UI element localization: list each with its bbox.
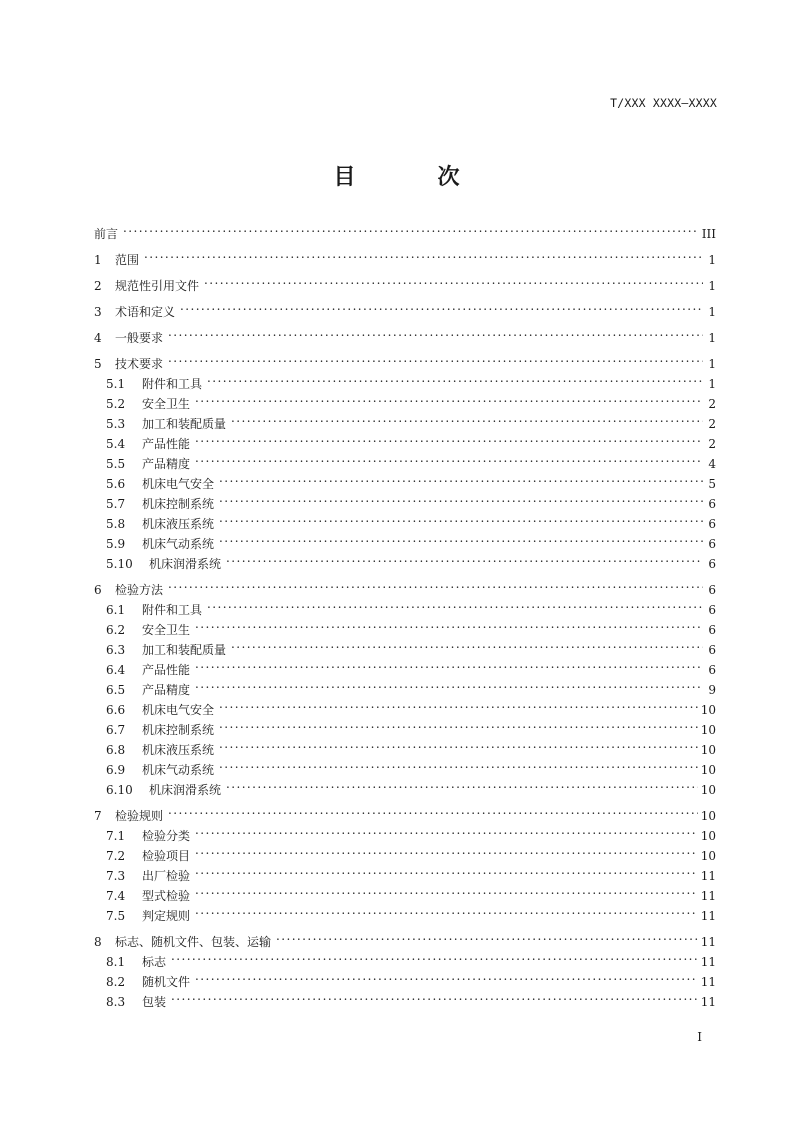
- toc-entry-number: 5.10: [106, 557, 133, 571]
- dot-leader: [168, 348, 703, 368]
- dot-leader: [195, 966, 698, 986]
- toc-entry-number: 5: [94, 357, 102, 371]
- toc-entry-number: 7.4: [106, 889, 126, 903]
- toc-entry-title: 机床电气安全: [142, 477, 215, 491]
- toc-entry-title: 安全卫生: [142, 623, 191, 637]
- toc-entry-title: 包装: [142, 995, 167, 1009]
- toc-entry-number: 8.2: [106, 975, 126, 989]
- toc-entry[interactable]: [94, 368, 716, 391]
- dot-leader: [195, 448, 703, 468]
- toc-entry-number: 5.5: [106, 457, 126, 471]
- dot-leader: [219, 488, 703, 508]
- toc-entry-number: 5.9: [106, 537, 126, 551]
- toc-entry-page: 10: [700, 763, 716, 777]
- toc-entry-page: 11: [700, 869, 716, 883]
- toc-entry-number: 2: [94, 279, 102, 293]
- toc-entry-page: 10: [700, 829, 716, 843]
- toc-entry-title: 标志: [142, 955, 167, 969]
- toc-entry-number: 6.5: [106, 683, 126, 697]
- toc-entry-title: 范围: [115, 253, 140, 267]
- toc-entry-page: 6: [708, 583, 716, 597]
- toc-entry-page: 6: [708, 663, 716, 677]
- toc-entry-number: 6.7: [106, 723, 126, 737]
- dot-leader: [219, 508, 703, 528]
- dot-leader: [123, 218, 699, 238]
- toc-entry-number: 7.3: [106, 869, 126, 883]
- toc-entry[interactable]: [94, 820, 716, 843]
- toc-entry-title: 机床液压系统: [142, 517, 215, 531]
- toc-entry-title: 出厂检验: [142, 869, 191, 883]
- toc-entry[interactable]: [94, 348, 716, 371]
- toc-entry[interactable]: [94, 594, 716, 617]
- toc-entry-number: 6.8: [106, 743, 126, 757]
- dot-leader: [231, 408, 703, 428]
- toc-entry[interactable]: [94, 244, 716, 267]
- toc-entry-page: 10: [700, 703, 716, 717]
- toc-entry-title: 机床电气安全: [142, 703, 215, 717]
- toc-entry-page: 11: [700, 975, 716, 989]
- dot-leader: [195, 388, 703, 408]
- toc-entry-number: 6.6: [106, 703, 126, 717]
- dot-leader: [226, 774, 698, 794]
- toc-entry-title: 机床液压系统: [142, 743, 215, 757]
- toc-entry-page: 10: [700, 743, 716, 757]
- dot-leader: [195, 614, 703, 634]
- toc-entry-page: 2: [708, 437, 716, 451]
- toc-entry-number: 7.2: [106, 849, 126, 863]
- toc-entry-page: 1: [708, 377, 716, 391]
- toc-entry-page: 1: [708, 357, 716, 371]
- dot-leader: [195, 654, 703, 674]
- dot-leader: [219, 734, 698, 754]
- dot-leader: [219, 714, 698, 734]
- toc-entry-page: III: [701, 227, 716, 241]
- dot-leader: [171, 986, 698, 1006]
- toc-entry-title: 产品精度: [142, 683, 191, 697]
- dot-leader: [207, 594, 703, 614]
- toc-entry-title: 规范性引用文件: [115, 279, 200, 293]
- toc-entry-page: 9: [708, 683, 716, 697]
- toc-entry-page: 10: [700, 809, 716, 823]
- toc-entry-title: 加工和装配质量: [142, 417, 227, 431]
- toc-entry-title: 产品精度: [142, 457, 191, 471]
- table-of-contents: [94, 218, 716, 1009]
- toc-entry-title: 检验分类: [142, 829, 191, 843]
- toc-entry-page: 1: [708, 253, 716, 267]
- toc-entry[interactable]: [94, 218, 716, 241]
- toc-entry-title: 型式检验: [142, 889, 191, 903]
- toc-entry-page: 6: [708, 643, 716, 657]
- toc-entry-number: 6.3: [106, 643, 126, 657]
- toc-entry-title: 检验规则: [115, 809, 164, 823]
- toc-entry-page: 10: [700, 723, 716, 737]
- toc-entry-number: 4: [94, 331, 102, 345]
- toc-entry[interactable]: [94, 270, 716, 293]
- toc-entry-page: 11: [700, 909, 716, 923]
- dot-leader: [144, 244, 703, 264]
- toc-entry-title: 机床润滑系统: [149, 783, 222, 797]
- dot-leader: [276, 926, 698, 946]
- toc-entry-page: 6: [708, 603, 716, 617]
- toc-entry-number: 5.7: [106, 497, 126, 511]
- toc-entry-page: 6: [708, 537, 716, 551]
- toc-entry-number: 6.1: [106, 603, 126, 617]
- dot-leader: [231, 634, 703, 654]
- dot-leader: [171, 946, 698, 966]
- toc-entry-title: 机床气动系统: [142, 537, 215, 551]
- toc-entry-page: 11: [700, 889, 716, 903]
- toc-entry-page: 10: [700, 783, 716, 797]
- toc-entry-title: 技术要求: [115, 357, 164, 371]
- dot-leader: [204, 270, 703, 290]
- toc-entry-number: 6.9: [106, 763, 126, 777]
- toc-entry-page: 2: [708, 417, 716, 431]
- toc-entry-number: 5.8: [106, 517, 126, 531]
- toc-entry-number: 5.4: [106, 437, 126, 451]
- dot-leader: [168, 322, 703, 342]
- toc-entry-title: 机床气动系统: [142, 763, 215, 777]
- toc-entry-title: 加工和装配质量: [142, 643, 227, 657]
- toc-entry-title: 判定规则: [142, 909, 191, 923]
- toc-entry-number: 6.4: [106, 663, 126, 677]
- toc-entry[interactable]: [94, 322, 716, 345]
- dot-leader: [195, 860, 698, 880]
- toc-entry-number: 8.3: [106, 995, 126, 1009]
- dot-leader: [168, 800, 698, 820]
- dot-leader: [168, 574, 703, 594]
- toc-entry-page: 11: [700, 935, 716, 949]
- toc-entry-page: 5: [708, 477, 716, 491]
- toc-entry-number: 6.10: [106, 783, 133, 797]
- toc-entry-title: 附件和工具: [142, 603, 203, 617]
- dot-leader: [195, 840, 698, 860]
- toc-entry-title: 产品性能: [142, 663, 191, 677]
- toc-entry-page: 4: [708, 457, 716, 471]
- toc-entry-number: 5.6: [106, 477, 126, 491]
- toc-entry-number: 5.1: [106, 377, 126, 391]
- toc-entry-page: 1: [708, 331, 716, 345]
- toc-entry-title: 术语和定义: [115, 305, 176, 319]
- toc-entry[interactable]: [94, 986, 716, 1009]
- toc-entry-title: 一般要求: [115, 331, 164, 345]
- toc-entry-number: 8: [94, 935, 102, 949]
- toc-entry-number: 8.1: [106, 955, 126, 969]
- toc-entry-number: 6.2: [106, 623, 126, 637]
- toc-entry[interactable]: [94, 800, 716, 823]
- toc-entry-number: 3: [94, 305, 102, 319]
- toc-entry-number: 5.2: [106, 397, 126, 411]
- toc-title: 目 次: [333, 165, 490, 190]
- toc-entry[interactable]: [94, 926, 716, 949]
- toc-entry-page: 10: [700, 849, 716, 863]
- toc-entry-title: 前言: [94, 227, 119, 241]
- toc-entry-title: 标志、随机文件、包装、运输: [115, 935, 272, 949]
- dot-leader: [180, 296, 703, 316]
- dot-leader: [195, 820, 698, 840]
- toc-entry-number: 7.5: [106, 909, 126, 923]
- dot-leader: [195, 900, 698, 920]
- toc-entry-page: 1: [708, 279, 716, 293]
- toc-entry-title: 安全卫生: [142, 397, 191, 411]
- toc-entry[interactable]: [94, 946, 716, 969]
- dot-leader: [226, 548, 703, 568]
- toc-entry-title: 产品性能: [142, 437, 191, 451]
- toc-entry-title: 机床控制系统: [142, 723, 215, 737]
- toc-entry-page: 2: [708, 397, 716, 411]
- toc-entry-page: 6: [708, 497, 716, 511]
- toc-entry-page: 11: [700, 995, 716, 1009]
- toc-entry-page: 6: [708, 517, 716, 531]
- dot-leader: [195, 428, 703, 448]
- document-code: T/XXX XXXX—XXXX: [610, 96, 717, 110]
- toc-entry-number: 7.1: [106, 829, 126, 843]
- toc-entry[interactable]: [94, 296, 716, 319]
- toc-entry-title: 检验方法: [115, 583, 164, 597]
- toc-entry-number: 6: [94, 583, 102, 597]
- toc-entry-title: 机床润滑系统: [149, 557, 222, 571]
- dot-leader: [219, 754, 698, 774]
- toc-entry-number: 7: [94, 809, 102, 823]
- dot-leader: [207, 368, 703, 388]
- dot-leader: [195, 674, 703, 694]
- footer-page-number: I: [697, 1030, 702, 1044]
- toc-entry-title: 检验项目: [142, 849, 191, 863]
- toc-entry-title: 附件和工具: [142, 377, 203, 391]
- toc-entry-number: 5.3: [106, 417, 126, 431]
- toc-entry-page: 6: [708, 557, 716, 571]
- toc-entry-title: 机床控制系统: [142, 497, 215, 511]
- toc-entry-page: 6: [708, 623, 716, 637]
- dot-leader: [195, 880, 698, 900]
- toc-entry[interactable]: [94, 966, 716, 989]
- toc-entry-page: 1: [708, 305, 716, 319]
- toc-entry[interactable]: [94, 574, 716, 597]
- dot-leader: [219, 468, 703, 488]
- dot-leader: [219, 528, 703, 548]
- toc-entry-page: 11: [700, 955, 716, 969]
- toc-entry-title: 随机文件: [142, 975, 191, 989]
- toc-entry-number: 1: [94, 253, 102, 267]
- dot-leader: [219, 694, 698, 714]
